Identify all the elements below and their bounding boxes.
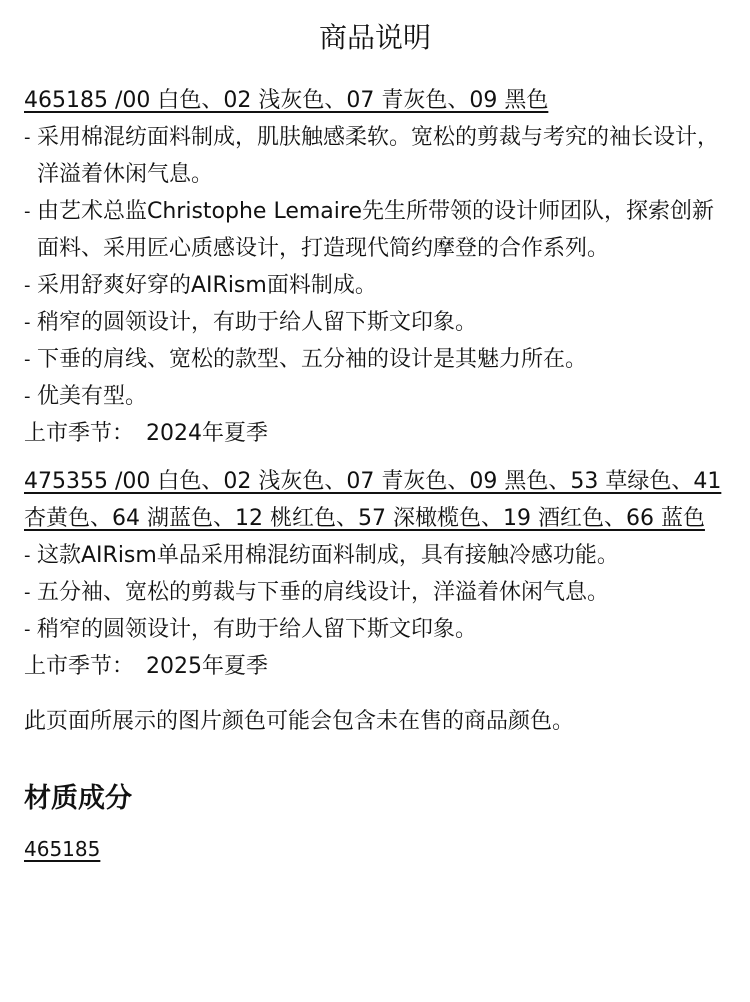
product-block-2 [24,463,726,685]
feature-item: - 优美有型。 [24,378,726,415]
material-product-code-link[interactable]: 465185 [24,837,101,861]
feature-list [24,119,726,415]
season-value: 2024年夏季 [146,421,269,446]
feature-item: - 稍窄的圆领设计，有助于给人留下斯文印象。 [24,304,726,341]
product-block-1 [24,82,726,452]
page-title: 商品说明 [318,21,431,54]
release-season [24,415,726,452]
season-value: 2025年夏季 [146,654,269,679]
feature-item: - 这款AIRism单品采用棉混纺面料制成，具有接触冷感功能。 [24,537,726,574]
feature-item: - 稍窄的圆领设计，有助于给人留下斯文印象。 [24,611,726,648]
feature-item: - 五分袖、宽松的剪裁与下垂的肩线设计，洋溢着休闲气息。 [24,574,726,611]
season-label: 上市季节： [24,421,135,446]
feature-item: - 下垂的肩线、宽松的款型、五分袖的设计是其魅力所在。 [24,341,726,378]
feature-list [24,537,726,648]
product-codes-link[interactable]: 465185 /00 白色、02 浅灰色、07 青灰色、09 黑色 [24,88,549,113]
material-section-heading: 材质成分 [24,783,132,814]
feature-item: - 采用棉混纺面料制成，肌肤触感柔软。宽松的剪裁与考究的袖长设计，洋溢着休闲气息。 [24,119,726,193]
color-disclaimer: 此页面所展示的图片颜色可能会包含未在售的商品颜色。 [24,709,575,734]
feature-item: - 采用舒爽好穿的AIRism面料制成。 [24,267,726,304]
season-label: 上市季节： [24,654,135,679]
feature-item: - 由艺术总监Christophe Lemaire先生所带领的设计师团队，探索创新面料、采用匠心质感设计，打造现代简约摩登的合作系列。 [24,193,726,267]
release-season [24,648,726,685]
product-codes-link[interactable]: 475355 /00 白色、02 浅灰色、07 青灰色、09 黑色、53 草绿色、41 杏黄色、64 湖蓝色、12 桃红色、57 深橄榄色、19 酒红色、66 蓝色 [24,469,722,531]
